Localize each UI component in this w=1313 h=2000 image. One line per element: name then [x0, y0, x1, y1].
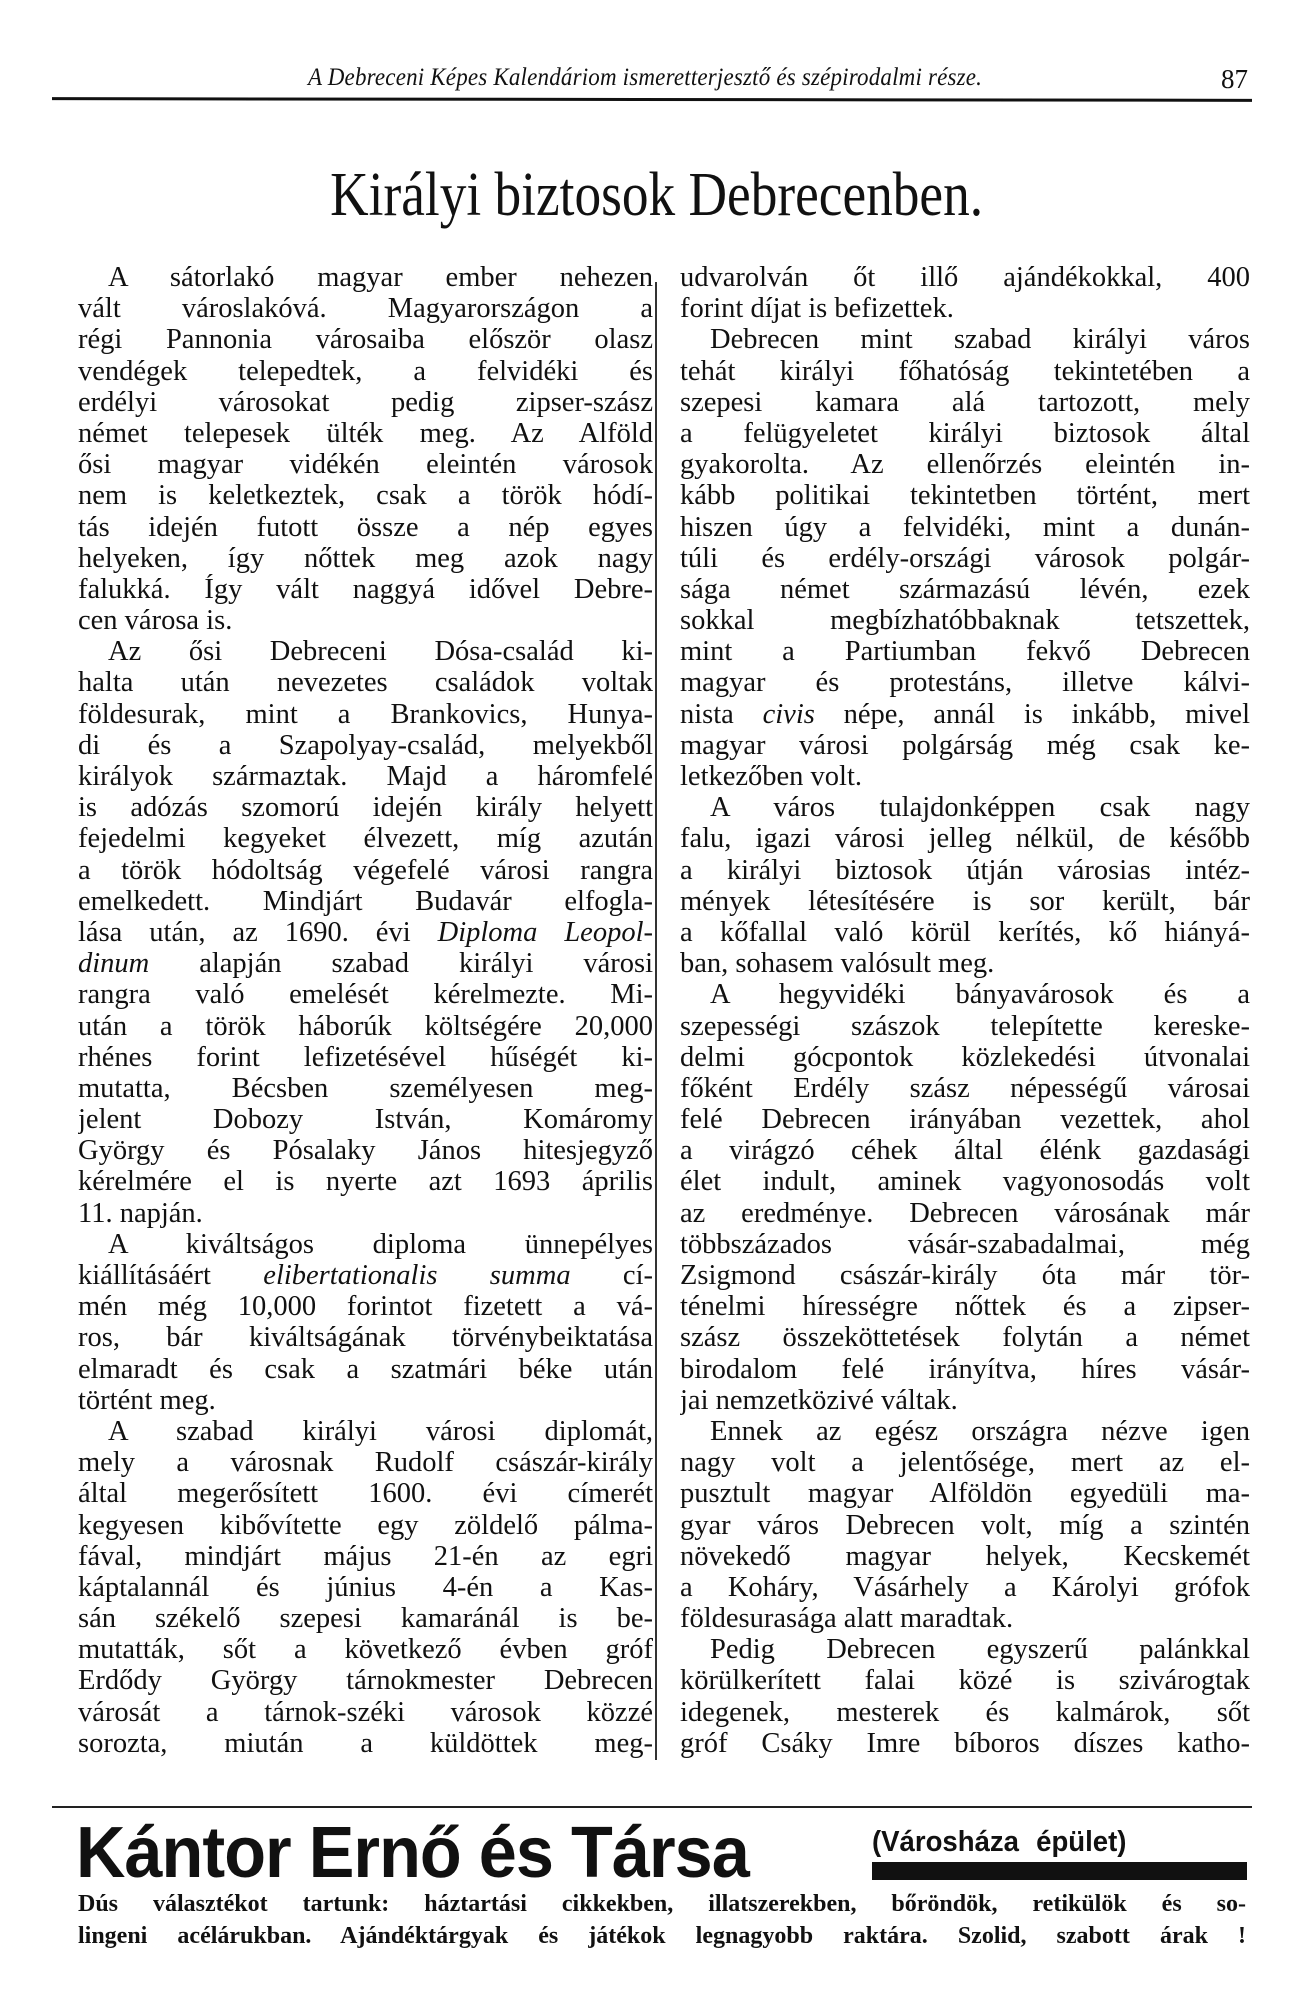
text-line — [680, 948, 1250, 979]
text-segment: a királyi biztosok útján városias intéz- — [680, 854, 1250, 886]
article-title-text: Királyi biztosok Debrecenben. — [330, 161, 983, 229]
text-segment: által megerősített 1600. évi címerét — [78, 1478, 653, 1510]
text-line — [680, 1104, 1250, 1135]
text-line — [680, 1322, 1250, 1353]
text-line — [680, 324, 1250, 355]
text-segment: falukká. Így vált naggyá idővel Debre- — [78, 573, 653, 605]
column-divider — [655, 282, 657, 1760]
text-segment: jai nemzetközivé váltak. — [680, 1384, 958, 1416]
text-segment: jelent Dobozy István, Komáromy — [78, 1104, 653, 1136]
text-segment: élet indult, aminek vagyonosodás volt — [680, 1166, 1250, 1198]
text-segment: német telepesek ülték meg. Az Alföld — [78, 417, 653, 449]
text-segment: A kiváltságos diploma ünnepélyes — [108, 1228, 653, 1260]
text-line — [680, 1042, 1250, 1073]
text-segment: Pedig Debrecen egyszerű palánkkal — [710, 1634, 1250, 1666]
text-line — [680, 1354, 1250, 1385]
text-segment: a Koháry, Vásárhely a Károlyi grófok — [680, 1571, 1250, 1603]
ad-text-line: Dús választékot tartunk: háztartási cikkekben, illatszerekben, bőröndök, retikülök és so- — [78, 1891, 1246, 1917]
text-segment: főként Erdély szász népességű városai — [680, 1072, 1250, 1104]
text-line — [78, 948, 653, 979]
text-segment: mint a Partiumban fekvő Debrecen — [680, 636, 1250, 668]
text-line — [680, 418, 1250, 449]
text-segment: vált városlakóvá. Magyarországon a — [78, 293, 653, 325]
text-segment: a kőfallal való körül kerítés, kő hiányá- — [680, 916, 1250, 948]
text-line — [78, 1229, 653, 1260]
footer-rule — [52, 1806, 1252, 1808]
text-line — [78, 1447, 653, 1478]
text-line — [680, 1572, 1250, 1603]
text-segment: mutatta, Bécsben személyesen meg- — [78, 1072, 653, 1104]
text-line — [78, 324, 653, 355]
text-line — [680, 636, 1250, 667]
text-segment: mények létesítésére is sor került, bár — [680, 885, 1250, 917]
text-line — [78, 387, 653, 418]
ad-text — [78, 1888, 1246, 1952]
text-segment: után a török háborúk költségére 20,000 — [78, 1010, 653, 1042]
text-segment: elmaradt és csak a szatmári béke után — [78, 1353, 653, 1385]
article-title — [0, 160, 1313, 231]
text-segment: az eredménye. Debrecen városának már — [680, 1197, 1250, 1229]
text-segment: kiállításáért — [78, 1260, 264, 1291]
text-segment: a török hódoltság végefelé városi rangra — [78, 854, 653, 886]
text-line — [78, 1728, 653, 1759]
text-line — [78, 1011, 653, 1042]
text-line — [78, 699, 653, 730]
text-line — [680, 667, 1250, 698]
text-line — [680, 1198, 1250, 1229]
text-line — [680, 1011, 1250, 1042]
text-segment: fejedelmi kegyeket élvezett, míg azután — [78, 823, 653, 855]
ad-location: (Városháza épület) — [872, 1826, 1127, 1858]
text-line — [78, 1104, 653, 1135]
text-segment: földesurasága alatt maradtak. — [680, 1603, 1014, 1635]
text-line — [78, 1135, 653, 1166]
text-line — [680, 1260, 1250, 1291]
text-segment: sokkal megbízhatóbbaknak tetszettek, — [680, 605, 1250, 637]
text-line — [78, 979, 653, 1010]
text-segment: káptalannál és június 4-én a Kas- — [78, 1571, 653, 1603]
text-line — [78, 1322, 653, 1353]
page-number: 87 — [1221, 64, 1248, 94]
text-segment: hiszen úgy a felvidéki, mint a dunán- — [680, 511, 1250, 543]
text-line — [78, 855, 653, 886]
text-line — [78, 1416, 653, 1447]
text-line — [680, 512, 1250, 543]
text-segment: lása után, az 1690. évi — [78, 916, 438, 948]
text-line — [680, 605, 1250, 636]
text-segment: forint díjat is befizettek. — [680, 293, 954, 325]
text-segment: gróf Csáky Imre bíboros díszes katho- — [680, 1727, 1250, 1759]
text-line — [78, 1603, 653, 1634]
text-line — [78, 1042, 653, 1073]
text-line — [680, 1416, 1250, 1447]
text-line — [78, 886, 653, 917]
text-line — [680, 449, 1250, 480]
text-line — [78, 667, 653, 698]
text-line — [680, 293, 1250, 324]
text-line — [680, 1135, 1250, 1166]
text-line — [680, 387, 1250, 418]
text-line — [680, 1697, 1250, 1728]
text-segment: többszázados vásár-szabadalmai, még — [680, 1228, 1250, 1260]
text-segment: Ennek az egész országra nézve igen — [710, 1415, 1250, 1447]
text-segment: körülkerített falai közé is szivárogtak — [680, 1665, 1250, 1697]
text-line — [78, 1291, 653, 1322]
text-line — [680, 1541, 1250, 1572]
text-line — [680, 1478, 1250, 1509]
text-segment: rangra való emelését kérelmezte. Mi- — [78, 979, 653, 1011]
text-segment: idegenek, mesterek és kalmárok, sőt — [680, 1696, 1250, 1728]
text-segment: túli és erdély-országi városok polgár- — [680, 542, 1250, 574]
text-segment: sága német származású lévén, ezek — [680, 573, 1250, 605]
text-segment: sán székelő szepesi kamaránál is be- — [78, 1603, 653, 1635]
text-line — [78, 792, 653, 823]
text-line — [78, 262, 653, 293]
text-segment: helyeken, így nőttek meg azok nagy — [78, 542, 653, 574]
italic-phrase: Diploma Leopol- — [437, 916, 653, 948]
text-line — [78, 449, 653, 480]
text-segment: történt meg. — [78, 1384, 216, 1416]
text-segment: városát a tárnok-széki városok közzé — [78, 1696, 653, 1728]
text-segment: szász összeköttetések folytán a német — [680, 1322, 1250, 1354]
text-segment: nagy volt a jelentősége, mert az el- — [680, 1447, 1250, 1479]
running-title: A Debreceni Képes Kalendáriom ismeretterjesztő és szépirodalmi része. — [308, 64, 983, 91]
text-line — [680, 1166, 1250, 1197]
text-segment: 11. napján. — [78, 1197, 203, 1229]
text-segment: Zsigmond császár-király óta már tör- — [680, 1260, 1250, 1291]
text-line — [680, 1385, 1250, 1416]
text-line — [78, 823, 653, 854]
text-segment: pusztult magyar Alföldön egyedüli ma- — [680, 1478, 1250, 1510]
text-line — [78, 636, 653, 667]
text-segment: di és a Szapolyay-család, melyekből — [78, 729, 653, 761]
text-segment: is adózás szomorú idején király helyett — [78, 792, 653, 824]
text-line — [680, 730, 1250, 761]
text-segment: rhénes forint lefizetésével hűségét ki- — [78, 1041, 653, 1073]
text-line — [680, 979, 1250, 1010]
left-column — [78, 262, 653, 1759]
text-line — [78, 761, 653, 792]
text-segment: György és Pósalaky János hitesjegyző — [78, 1135, 653, 1167]
text-line — [680, 886, 1250, 917]
text-segment: kább politikai tekintetben történt, mert — [680, 480, 1250, 512]
text-segment: erdélyi városokat pedig zipser-szász — [78, 386, 653, 418]
text-line — [680, 262, 1250, 293]
text-line — [78, 1541, 653, 1572]
header-rule — [52, 97, 1252, 102]
text-line — [78, 730, 653, 761]
text-segment: udvarolván őt illő ajándékokkal, 400 — [680, 262, 1250, 293]
text-line — [78, 356, 653, 387]
text-segment: szepesi kamara alá tartozott, mely — [680, 386, 1250, 418]
text-segment: birodalom felé irányítva, híres vásár- — [680, 1353, 1250, 1385]
text-segment: felé Debrecen irányában vezettek, ahol — [680, 1104, 1250, 1136]
text-line — [680, 356, 1250, 387]
text-segment: magyar városi polgárság még csak ke- — [680, 729, 1250, 761]
text-segment: delmi gócpontok közlekedési útvonalai — [680, 1041, 1250, 1073]
text-line — [680, 1603, 1250, 1634]
text-line — [680, 1291, 1250, 1322]
text-line — [680, 574, 1250, 605]
text-line — [680, 1665, 1250, 1696]
text-segment: sorozta, miután a küldöttek meg- — [78, 1727, 653, 1759]
text-segment: királyok származtak. Majd a háromfelé — [78, 761, 653, 792]
text-segment: cen városa is. — [78, 605, 233, 637]
text-line — [680, 1634, 1250, 1665]
text-line — [78, 418, 653, 449]
text-line — [78, 480, 653, 511]
text-line — [680, 823, 1250, 854]
ad-underline-bar — [872, 1862, 1247, 1880]
text-segment: szepességi szászok telepítette kereske- — [680, 1010, 1250, 1042]
text-line — [680, 543, 1250, 574]
text-line — [78, 1198, 653, 1229]
text-segment: nista — [680, 698, 763, 730]
text-segment: kegyesen kibővítette egy zöldelő pálma- — [78, 1509, 653, 1541]
text-line — [78, 917, 653, 948]
ad-text-line: lingeni acélárukban. Ajándéktárgyak és játékok legnagyobb raktára. Szolid, szabott árak ! — [78, 1923, 1246, 1949]
text-segment: a felügyeletet királyi biztosok által — [680, 417, 1250, 449]
text-line — [78, 1572, 653, 1603]
text-line — [680, 1510, 1250, 1541]
text-segment: kérelmére el is nyerte azt 1693 április — [78, 1166, 653, 1198]
text-line — [680, 1073, 1250, 1104]
text-segment: gyakorolta. Az ellenőrzés eleintén in- — [680, 449, 1250, 481]
text-segment: népe, annál is inkább, mivel — [814, 698, 1250, 730]
text-segment: gyar város Debrecen volt, míg a szintén — [680, 1509, 1250, 1541]
text-segment: Debrecen mint szabad királyi város — [710, 324, 1250, 356]
text-line — [680, 792, 1250, 823]
text-segment: halta után nevezetes családok voltak — [78, 667, 653, 699]
text-segment: ősi magyar vidékén eleintén városok — [78, 449, 653, 481]
text-line — [680, 1229, 1250, 1260]
text-segment: régi Pannonia városaiba először olasz — [78, 324, 653, 356]
text-line — [680, 917, 1250, 948]
text-segment: a virágzó céhek által élénk gazdasági — [680, 1135, 1250, 1167]
italic-phrase: civis — [762, 698, 815, 730]
text-line — [78, 293, 653, 324]
text-segment: alapján szabad királyi városi — [149, 948, 653, 980]
text-line — [680, 699, 1250, 730]
text-line — [78, 512, 653, 543]
text-segment: A szabad királyi városi diplomát, — [108, 1415, 653, 1447]
text-segment: emelkedett. Mindjárt Budavár elfogla- — [78, 885, 653, 917]
text-line — [78, 1697, 653, 1728]
text-line — [78, 1260, 653, 1291]
text-segment: falu, igazi városi jelleg nélkül, de később — [680, 823, 1250, 855]
text-line — [680, 1728, 1250, 1759]
text-line — [680, 855, 1250, 886]
text-line — [78, 543, 653, 574]
italic-phrase: dinum — [78, 948, 150, 980]
text-segment: cí- — [570, 1260, 653, 1291]
ad-company-name: Kántor Ernő és Társa — [76, 1813, 749, 1893]
text-line — [78, 605, 653, 636]
text-segment: nem is keletkeztek, csak a török hódí- — [78, 480, 653, 512]
text-segment: letkezőben volt. — [680, 761, 863, 792]
right-column — [680, 262, 1250, 1759]
running-header — [78, 64, 1248, 98]
text-line — [78, 574, 653, 605]
text-segment: tás idején futott össze a nép egyes — [78, 511, 653, 543]
text-segment: A sátorlakó magyar ember nehezen — [108, 262, 653, 293]
text-line — [78, 1478, 653, 1509]
text-line — [78, 1665, 653, 1696]
text-segment: mén még 10,000 forintot fizetett a vá- — [78, 1291, 653, 1323]
text-segment: A város tulajdonképpen csak nagy — [710, 792, 1250, 824]
text-line — [78, 1634, 653, 1665]
text-line — [78, 1073, 653, 1104]
text-segment: magyar és protestáns, illetve kálvi- — [680, 667, 1250, 699]
text-segment: növekedő magyar helyek, Kecskemét — [680, 1540, 1250, 1572]
text-line — [680, 761, 1250, 792]
text-line — [78, 1385, 653, 1416]
text-line — [78, 1166, 653, 1197]
text-segment: földesurak, mint a Brankovics, Hunya- — [78, 698, 653, 730]
text-segment: Erdődy György tárnokmester Debrecen — [78, 1665, 653, 1697]
text-segment: tehát királyi főhatóság tekintetében a — [680, 355, 1250, 387]
text-segment: vendégek telepedtek, a felvidéki és — [78, 355, 653, 387]
text-segment: Az ősi Debreceni Dósa-család ki- — [108, 636, 653, 668]
text-line — [78, 1354, 653, 1385]
text-segment: mely a városnak Rudolf császár-király — [78, 1447, 653, 1479]
text-segment: ban, sohasem valósult meg. — [680, 948, 995, 980]
text-line — [680, 1447, 1250, 1478]
text-line — [680, 480, 1250, 511]
text-segment: ros, bár kiváltságának törvénybeiktatása — [78, 1322, 653, 1354]
text-line — [78, 1510, 653, 1541]
text-segment: mutatták, sőt a következő évben gróf — [78, 1634, 653, 1666]
text-segment: ténelmi hírességre nőttek és a zipser- — [680, 1291, 1250, 1323]
text-segment: A hegyvidéki bányavárosok és a — [710, 979, 1250, 1011]
italic-phrase: elibertationalis summa — [263, 1260, 571, 1291]
text-segment: fával, mindjárt május 21-én az egri — [78, 1540, 653, 1572]
